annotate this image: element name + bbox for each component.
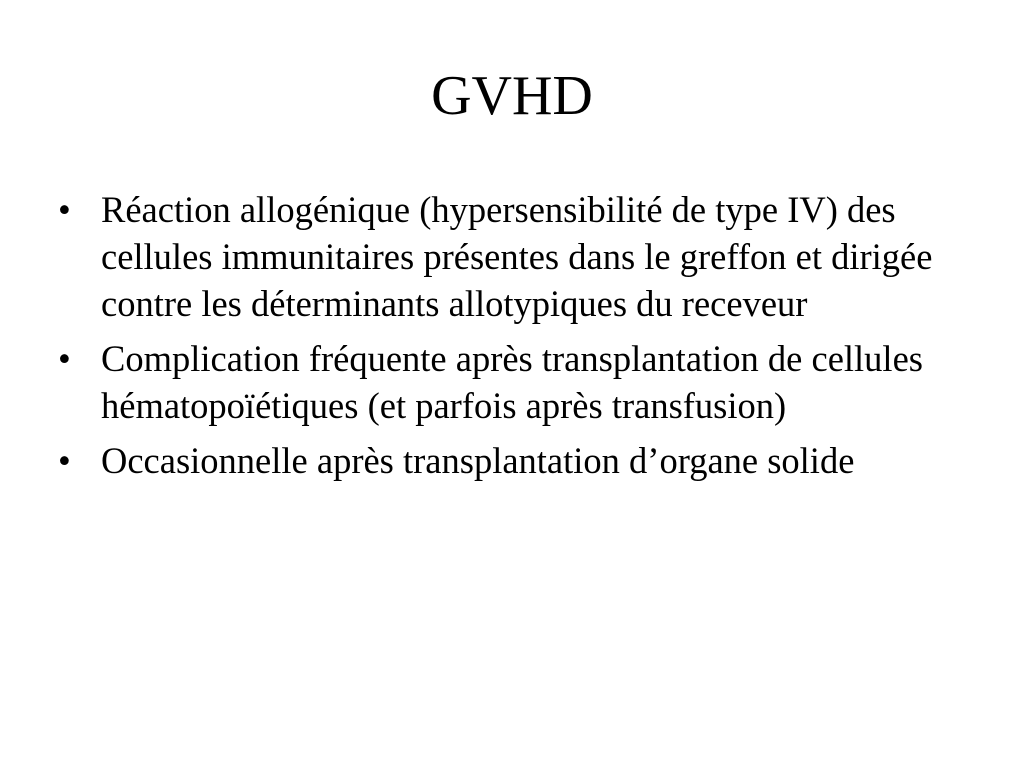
bullet-text: Complication fréquente après transplantation de cellules hématopoïétiques (et parfois après transfusion) (101, 338, 923, 426)
bullet-icon: • (58, 440, 71, 481)
slide-title: GVHD (431, 65, 593, 127)
bullet-text: Occasionnelle après transplantation d’organe solide (101, 440, 855, 481)
bullet-icon: • (58, 189, 71, 230)
bullet-icon: • (58, 338, 71, 379)
bullet-item-allogenic-reaction (58, 186, 978, 327)
bullet-item-occasional-solid-organ (58, 437, 978, 484)
bullet-list (58, 186, 978, 492)
bullet-item-frequent-complication (58, 335, 978, 429)
bullet-text: Réaction allogénique (hypersensibilité de type IV) des cellules immunitaires présentes dans le greffon et dirigée contre les déterminants allotypiques du receveur (101, 189, 933, 324)
